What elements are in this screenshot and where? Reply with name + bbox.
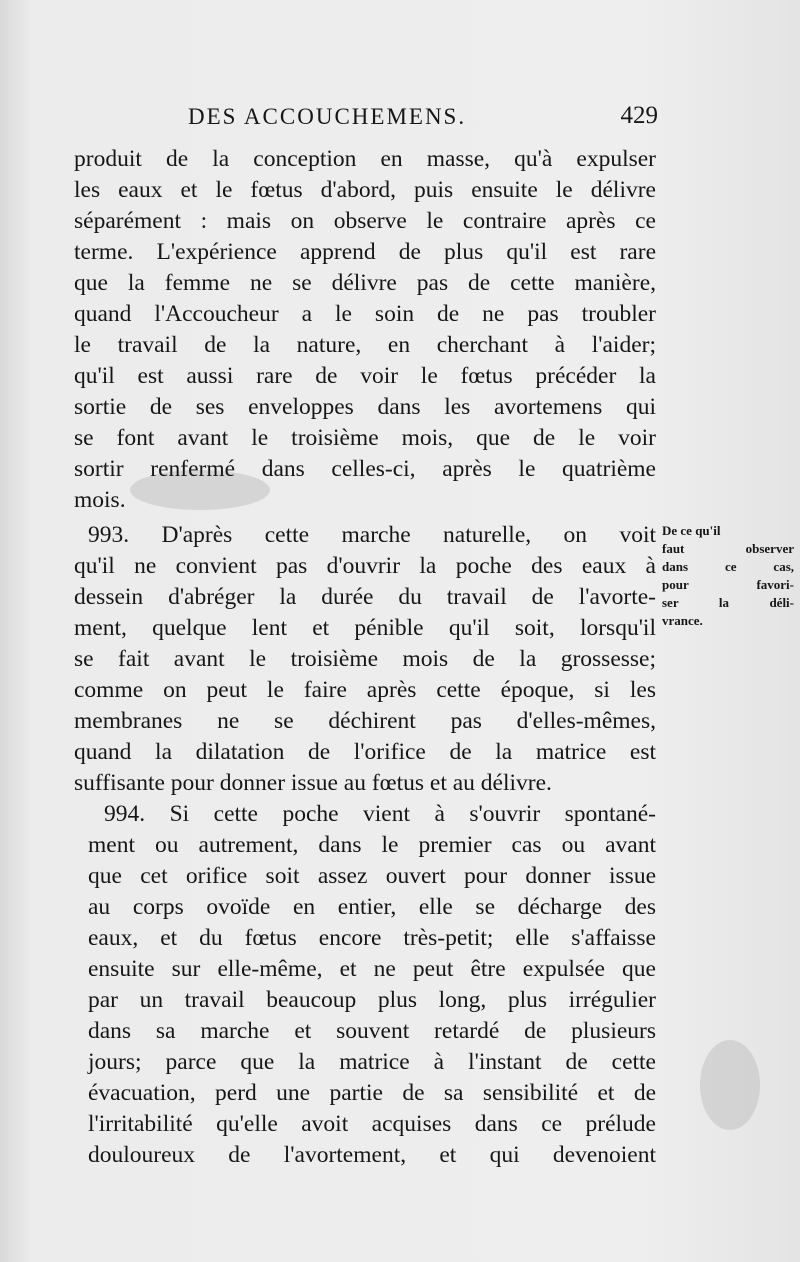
text-line: se font avant le troisième mois, que de le voir — [74, 425, 656, 451]
text-line: le travail de la nature, en cherchant à l'aider; — [74, 332, 656, 358]
text-line: produit de la conception en masse, qu'à expulser — [74, 146, 656, 172]
text-line: ensuite sur elle-même, et ne peut être expulsée que — [88, 956, 656, 982]
text-line: ment ou autrement, dans le premier cas ou avant — [88, 832, 656, 858]
running-title: DES ACCOUCHEMENS. — [188, 104, 467, 129]
text-line: quand l'Accoucheur a le soin de ne pas troubler — [74, 301, 656, 327]
text-line: les eaux et le fœtus d'abord, puis ensuite le délivre — [74, 177, 656, 203]
margin-note — [662, 522, 794, 630]
text-line: que cet orifice soit assez ouvert pour donner issue — [88, 863, 656, 889]
text-line: l'irritabilité qu'elle avoit acquises dans ce prélude — [88, 1111, 656, 1137]
text-line: sortir renfermé dans celles-ci, après le quatrième — [74, 456, 656, 482]
margin-note-line: dans ce cas, — [662, 559, 794, 574]
text-line: quand la dilatation de l'orifice de la matrice est — [74, 739, 656, 765]
text-line: comme on peut le faire après cette époque, si les — [74, 677, 656, 703]
paper-stain — [700, 1040, 760, 1130]
margin-note-line: faut observer — [662, 541, 794, 556]
text-line: ment, quelque lent et pénible qu'il soit, lorsqu'il — [74, 615, 656, 641]
page-number: 429 — [620, 102, 658, 129]
text-line: qu'il ne convient pas d'ouvrir la poche des eaux à — [74, 553, 656, 579]
text-line: dans sa marche et souvent retardé de plusieurs — [88, 1018, 656, 1044]
margin-note-line: vrance. — [662, 613, 703, 628]
margin-note-line: De ce qu'il — [662, 523, 721, 538]
text-line: séparément : mais on observe le contraire après ce — [74, 208, 656, 234]
text-line: sortie de ses enveloppes dans les avortemens qui — [74, 394, 656, 420]
text-line: dessein d'abréger la durée du travail de l'avorte- — [74, 584, 656, 610]
text-line: mois. — [74, 487, 126, 513]
text-line: au corps ovoïde en entier, elle se décharge des — [88, 894, 656, 920]
margin-note-line: pour favori- — [662, 577, 794, 592]
paragraph-993-start: 993. D'après cette marche naturelle, on voit — [88, 522, 656, 548]
text-line: jours; parce que la matrice à l'instant de cette — [88, 1049, 656, 1075]
text-line: terme. L'expérience apprend de plus qu'il est rare — [74, 239, 656, 265]
paragraph-994-start: 994. Si cette poche vient à s'ouvrir spontané- — [104, 801, 656, 827]
margin-note-line: ser la déli- — [662, 595, 794, 610]
text-line: se fait avant le troisième mois de la grossesse; — [74, 646, 656, 672]
text-line: membranes ne se déchirent pas d'elles-mêmes, — [74, 708, 656, 734]
text-line: qu'il est aussi rare de voir le fœtus précéder la — [74, 363, 656, 389]
text-line: eaux, et du fœtus encore très-petit; elle s'affaisse — [88, 925, 656, 951]
text-line: évacuation, perd une partie de sa sensibilité et de — [88, 1080, 656, 1106]
text-line: suffisante pour donner issue au fœtus et au délivre. — [74, 770, 552, 796]
text-line: douloureux de l'avortement, et qui devenoient — [88, 1142, 656, 1168]
text-line: que la femme ne se délivre pas de cette manière, — [74, 270, 656, 296]
text-line: par un travail beaucoup plus long, plus irrégulier — [88, 987, 656, 1013]
